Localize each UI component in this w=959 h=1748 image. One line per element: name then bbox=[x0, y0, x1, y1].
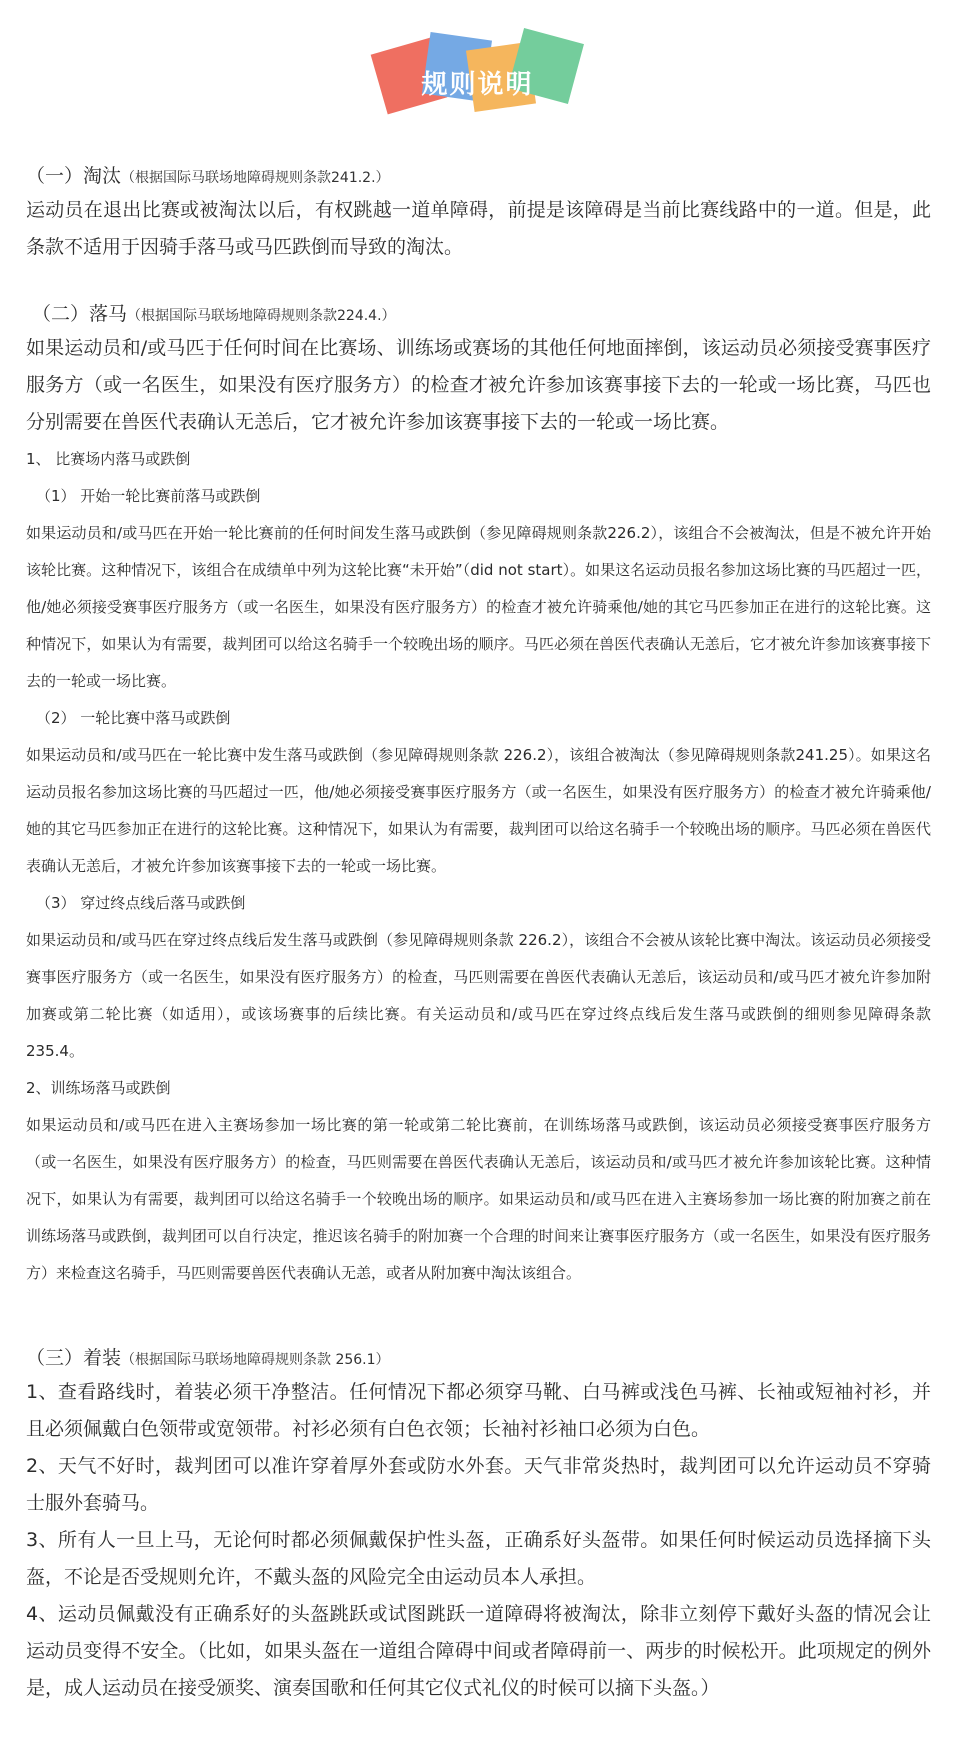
subsection-body: 如果运动员和/或马匹在进入主赛场参加一场比赛的第一轮或第二轮比赛前，在训练场落马或跌倒，该运动员必须接受赛事医疗服务方（或一名医生，如果没有医疗服务方）的检查，马匹则需要在兽医代表确认无恙后，该运动员和/或马匹才被允许参加该轮比赛。这种情况下，如果认为有需要，裁判团可以给这名骑手一个较晚出场的顺序。如果运动员和/或马匹在进入主赛场参加一场比赛的附加赛之前在训练场落马或跌倒，裁判团可以自行决定，推迟该名骑手的附加赛一个合理的时间来让赛事医疗服务方（或一名医生，如果没有医疗服务方）来检查这名骑手，马匹则需要兽医代表确认无恙，或者从附加赛中淘汰该组合。 bbox=[26, 1116, 931, 1282]
section-title: （二）落马 bbox=[32, 303, 128, 325]
section-title: （一）淘汰 bbox=[26, 165, 122, 187]
subsection-title: （3） 穿过终点线后落马或跌倒 bbox=[36, 894, 246, 912]
subsection-title: （2） 一轮比赛中落马或跌倒 bbox=[36, 709, 231, 727]
list-item: 3、所有人一旦上马，无论何时都必须佩戴保护性头盔，正确系好头盔带。如果任何时候运动员选择摘下头盔，不论是否受规则允许，不戴头盔的风险完全由运动员本人承担。 bbox=[26, 1529, 931, 1588]
section-reference-note: （根据国际马联场地障碍规则条款 256.1） bbox=[121, 1352, 390, 1368]
list-item: 4、运动员佩戴没有正确系好的头盔跳跃或试图跳跃一道障碍将被淘汰，除非立刻停下戴好头盔的情况会让运动员变得不安全。（比如，如果头盔在一道组合障碍中间或者障碍前一、两步的时候松开。此项规定的例外是，成人运动员在接受颁奖、演奏国歌和任何其它仪式礼仪的时候可以摘下头盔。） bbox=[26, 1603, 931, 1699]
section-heading-fall bbox=[26, 298, 931, 330]
subsection-body: 如果运动员和/或马匹在一轮比赛中发生落马或跌倒（参见障碍规则条款 226.2），该组合被淘汰（参见障碍规则条款241.25）。如果这名运动员报名参加这场比赛的马匹超过一匹，他/她必须接受赛事医疗服务方（或一名医生，如果没有医疗服务方）的检查才被允许骑乘他/她的其它马匹参加正在进行的这轮比赛。这种情况下，如果认为有需要，裁判团可以给这名骑手一个较晚出场的顺序。马匹必须在兽医代表确认无恙后，才被允许参加该赛事接下去的一轮或一场比赛。 bbox=[26, 746, 931, 875]
rules-content bbox=[26, 160, 931, 1707]
section-heading-elimination bbox=[26, 160, 931, 192]
subsection-body: 如果运动员和/或马匹在穿过终点线后发生落马或跌倒（参见障碍规则条款 226.2），该组合不会被从该轮比赛中淘汰。该运动员必须接受赛事医疗服务方（或一名医生，如果没有医疗服务方）的检查，马匹则需要在兽医代表确认无恙后，该运动员和/或马匹才被允许参加附加赛或第二轮比赛（如适用），或该场赛事的后续比赛。有关运动员和/或马匹在穿过终点线后发生落马或跌倒的细则参见障碍条款 235.4。 bbox=[26, 931, 931, 1060]
section-body: 运动员在退出比赛或被淘汰以后，有权跳越一道单障碍，前提是该障碍是当前比赛线路中的一道。但是，此条款不适用于因骑手落马或马匹跌倒而导致的淘汰。 bbox=[26, 199, 931, 258]
section-body: 如果运动员和/或马匹于任何时间在比赛场、训练场或赛场的其他任何地面摔倒，该运动员必须接受赛事医疗服务方（或一名医生，如果没有医疗服务方）的检查才被允许参加该赛事接下去的一轮或一场比赛，马匹也分别需要在兽医代表确认无恙后，它才被允许参加该赛事接下去的一轮或一场比赛。 bbox=[26, 337, 931, 433]
section-reference-note: （根据国际马联场地障碍规则条款224.4.） bbox=[127, 308, 396, 324]
subsection-title: 2、训练场落马或跌倒 bbox=[26, 1079, 171, 1097]
section-title: （三）着装 bbox=[26, 1347, 122, 1369]
list-item: 1、查看路线时，着装必须干净整洁。任何情况下都必须穿马靴、白马裤或浅色马裤、长袖或短袖衬衫，并且必须佩戴白色领带或宽领带。衬衫必须有白色衣领；长袖衬衫袖口必须为白色。 bbox=[26, 1381, 931, 1440]
rules-banner bbox=[370, 18, 585, 130]
section-heading-attire bbox=[26, 1342, 931, 1374]
subsection-title: 1、 比赛场内落马或跌倒 bbox=[26, 450, 191, 468]
section-reference-note: （根据国际马联场地障碍规则条款241.2.） bbox=[121, 170, 390, 186]
subsection-title: （1） 开始一轮比赛前落马或跌倒 bbox=[36, 487, 261, 505]
subsection-body: 如果运动员和/或马匹在开始一轮比赛前的任何时间发生落马或跌倒（参见障碍规则条款226.2），该组合不会被淘汰，但是不被允许开始该轮比赛。这种情况下，该组合在成绩单中列为这轮比赛“未开始”（did not start）。如果这名运动员报名参加这场比赛的马匹超过一匹，他/她必须接受赛事医疗服务方（或一名医生，如果没有医疗服务方）的检查才被允许骑乘他/她的其它马匹参加正在进行的这轮比赛。这种情况下，如果认为有需要，裁判团可以给这名骑手一个较晚出场的顺序。马匹必须在兽医代表确认无恙后，它才被允许参加该赛事接下去的一轮或一场比赛。 bbox=[26, 524, 931, 690]
list-item: 2、天气不好时，裁判团可以准许穿着厚外套或防水外套。天气非常炎热时，裁判团可以允许运动员不穿骑士服外套骑马。 bbox=[26, 1455, 931, 1514]
banner-title: 规则说明 bbox=[421, 70, 534, 100]
